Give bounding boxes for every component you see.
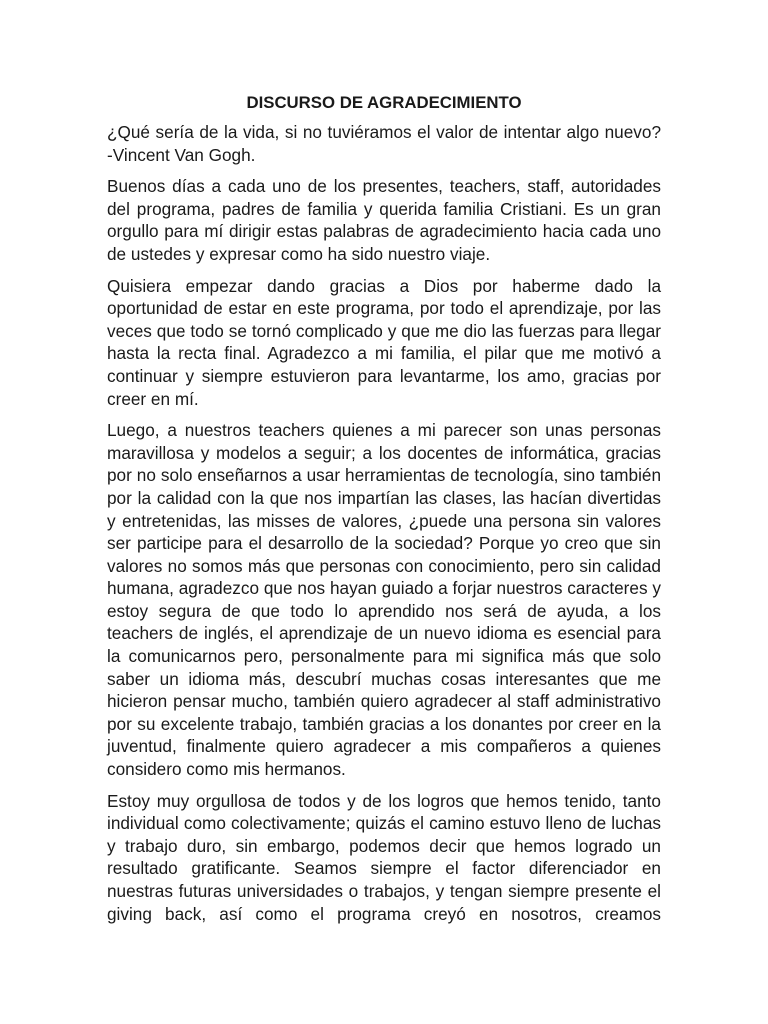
thanks-teachers-paragraph: Luego, a nuestros teachers quienes a mi parecer son unas personas maravillosa y modelos a seguir; a los docentes de informática, gracias por no solo enseñarnos a usar herramientas de tecnología, sino también por la calidad con la que nos impartían las clases, las hacían divertidas y entretenidas, las misses de valores, ¿puede una persona sin valores ser participe para el desarrollo de la sociedad? Porque yo creo que sin valores no somos más que personas con conocimiento, pero sin calidad humana, agradezco que nos hayan guiado a forjar nuestros caracteres y estoy segura de que todo lo aprendido nos será de ayuda, a los teachers de inglés, el aprendizaje de un nuevo idioma es esencial para la comunicarnos pero, personalmente para mi significa más que solo saber un idioma más, descubrí muchas cosas interesantes que me hicieron pensar mucho, también quiero agradecer al staff administrativo por su excelente trabajo, también gracias a los donantes por creer en la juventud, finalmente quiero agradecer a mis compañeros a quienes considero como mis hermanos. — [107, 420, 661, 780]
quote-paragraph: ¿Qué sería de la vida, si no tuviéramos el valor de intentar algo nuevo? -Vincent Van Gogh. — [107, 122, 661, 165]
closing-paragraph: Estoy muy orgullosa de todos y de los logros que hemos tenido, tanto individual como colectivamente; quizás el camino estuvo lleno de luchas y trabajo duro, sin embargo, podemos decir que hemos logrado un resultado gratificante. Seamos siempre el factor diferenciador en nuestras futuras universidades o trabajos, y tengan siempre presente el giving back, así como el programa creyó en nosotros, creamos — [107, 790, 661, 924]
document-body — [107, 93, 661, 934]
greeting-paragraph: Buenos días a cada uno de los presentes, teachers, staff, autoridades del programa, padres de familia y querida familia Cristiani. Es un gran orgullo para mí dirigir estas palabras de agradecimiento hacia cada uno de ustedes y expresar como ha sido nuestro viaje. — [107, 176, 661, 264]
document-title: DISCURSO DE AGRADECIMIENTO — [246, 93, 522, 112]
thanks-god-family-paragraph: Quisiera empezar dando gracias a Dios por haberme dado la oportunidad de estar en este programa, por todo el aprendizaje, por las veces que todo se tornó complicado y que me dio las fuerzas para llegar hasta la recta final. Agradezco a mi familia, el pilar que me motivó a continuar y siempre estuvieron para levantarme, los amo, gracias por creer en mí. — [107, 275, 661, 409]
